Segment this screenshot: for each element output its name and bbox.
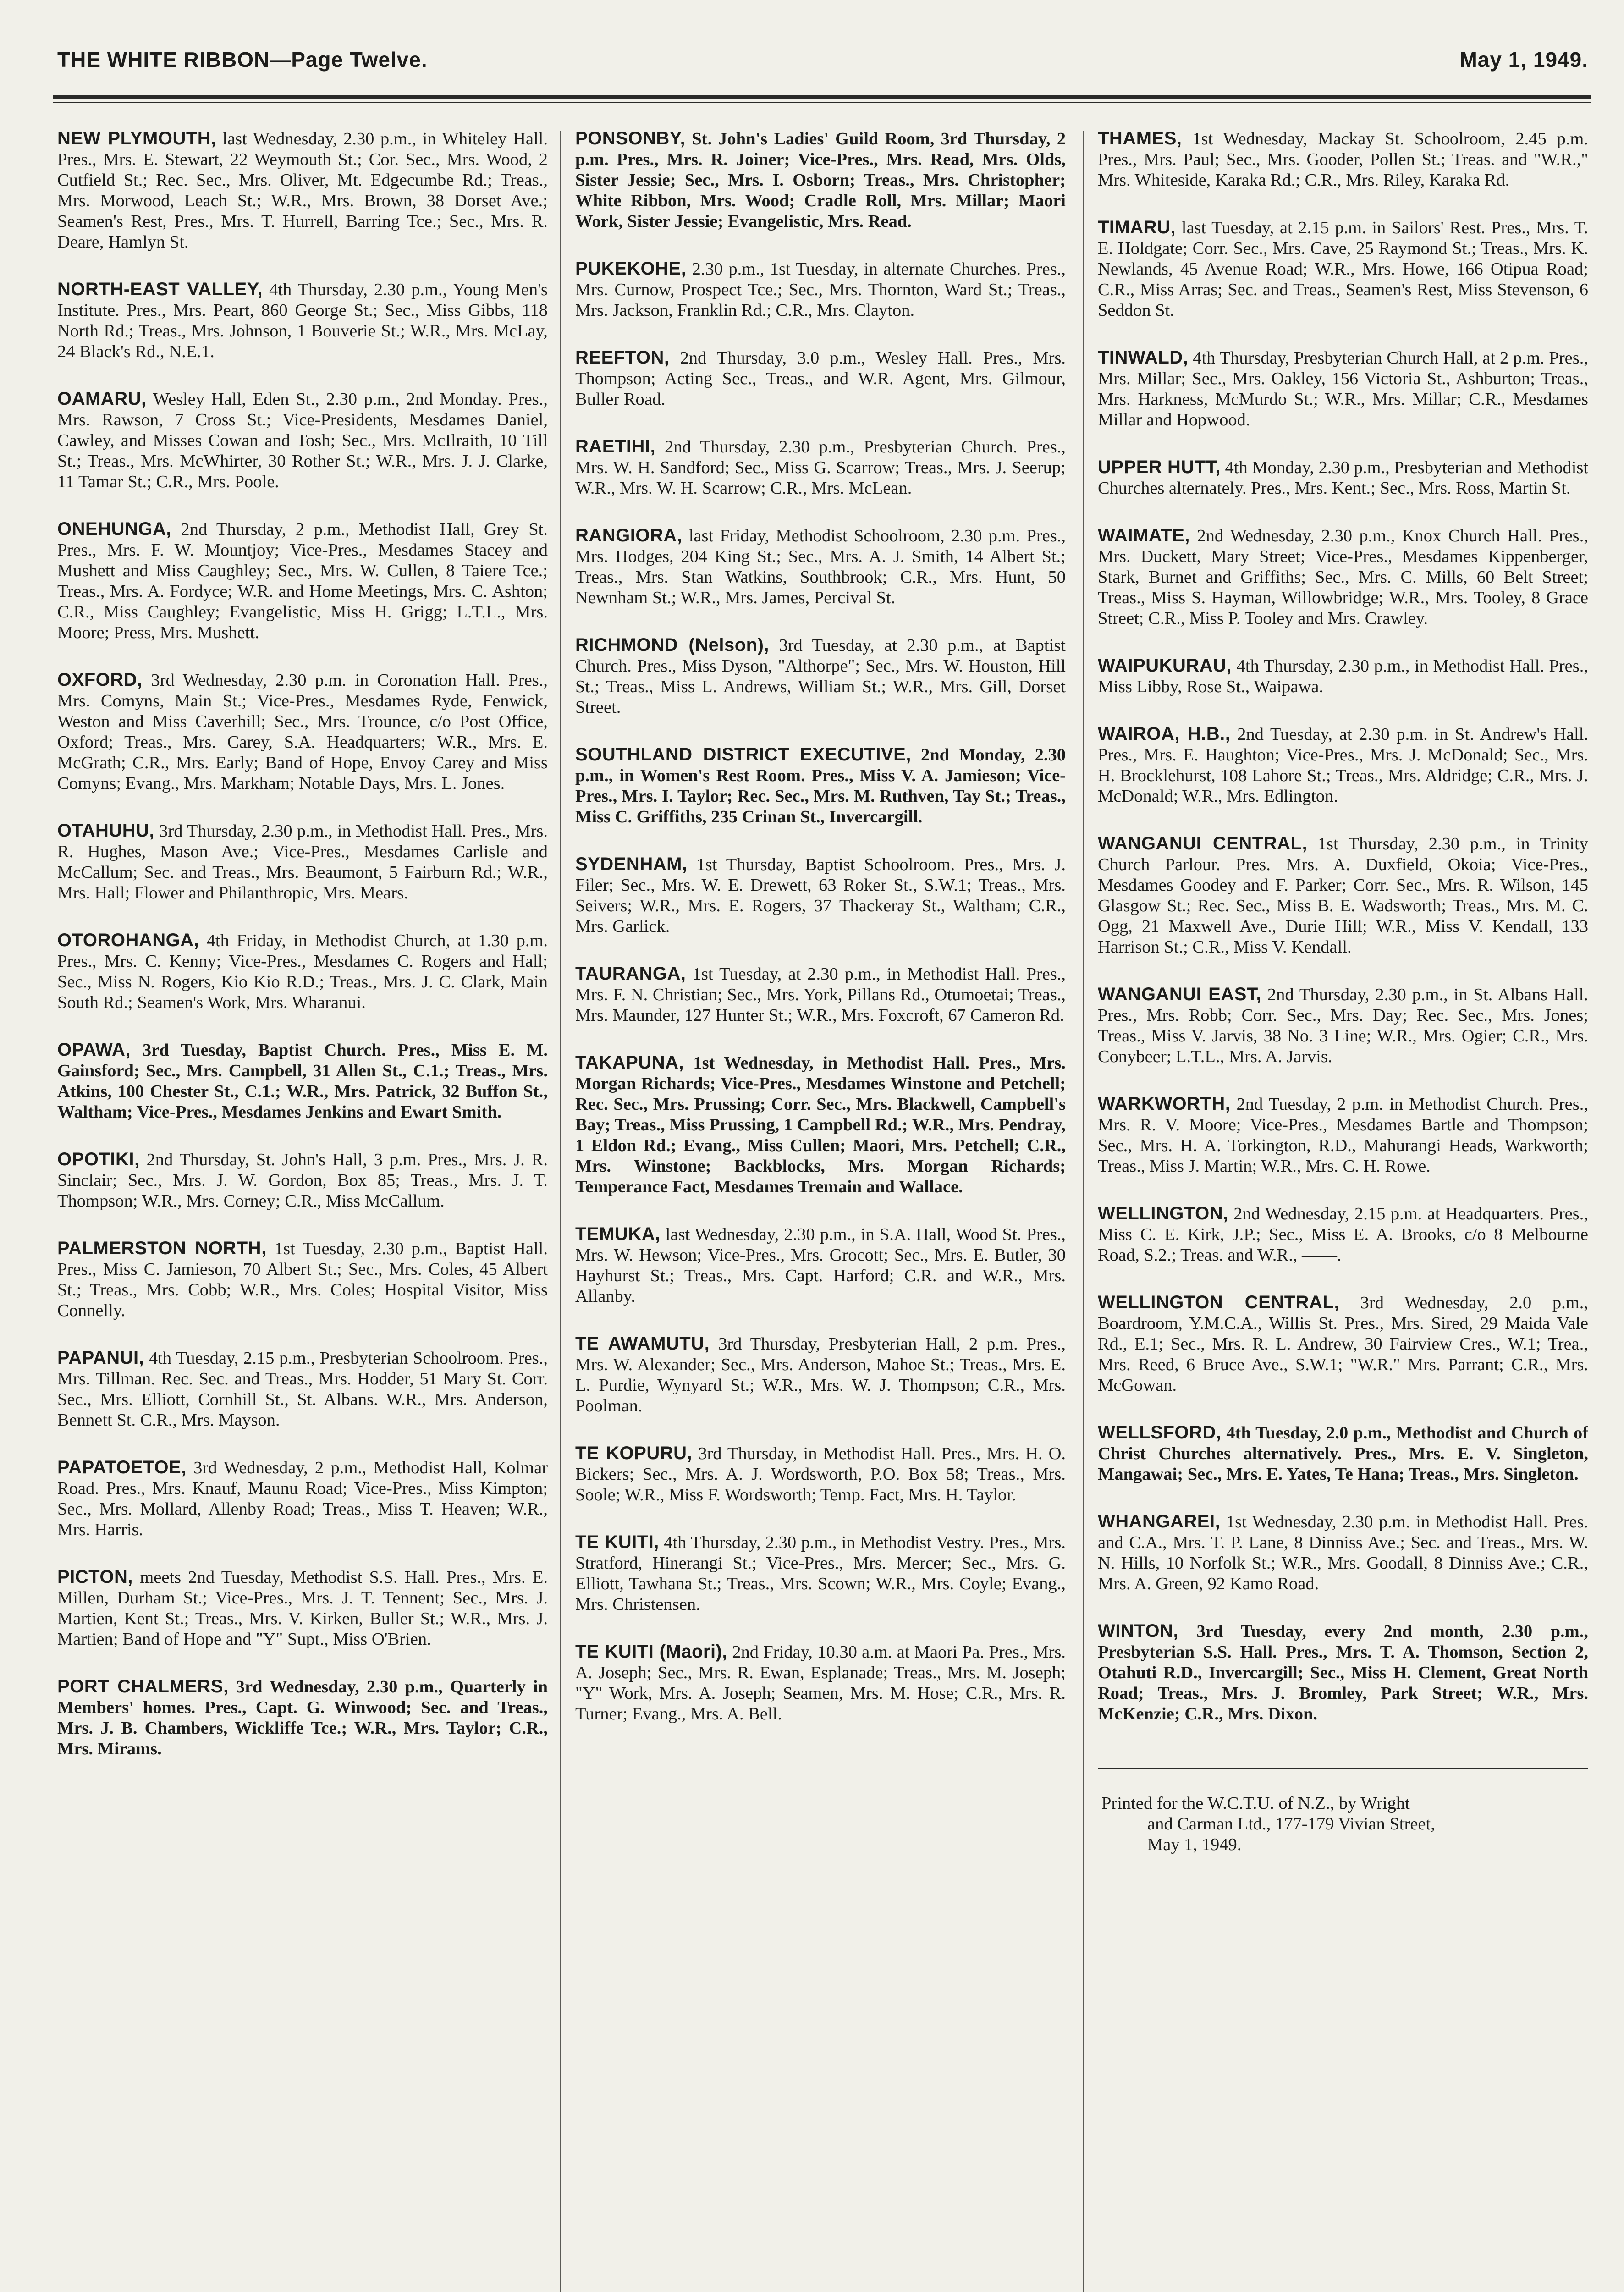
branch-entry <box>1098 1292 1588 1396</box>
branch-entry <box>57 1040 548 1123</box>
branch-details: 3rd Wednesday, 2.30 p.m., Quarterly in Members' homes. Pres., Capt. G. Winwood; Sec. and Treas., Mrs. J. B. Chambers, Wickliffe Tce.; W.R., Mrs. Taylor; C.R., Mrs. Mirams. <box>57 1677 548 1758</box>
column-3 <box>1098 128 1588 2292</box>
branch-name: TE KUITI (Maori), <box>575 1642 728 1662</box>
branch-details: St. John's Ladies' Guild Room, 3rd Thursday, 2 p.m. Pres., Mrs. R. Joiner; Vice-Pres., Mrs. Read, Mrs. Olds, Sister Jessie; Sec., Mrs. I. Osborn; Treas., Mrs. Christopher; White Ribbon, Mrs. Wood; Cradle Roll, Mrs. Millar; Maori Work, Sister Jessie; Evangelistic, Mrs. Read. <box>575 129 1066 231</box>
branch-details: 3rd Tuesday, at 2.30 p.m., at Baptist Church. Pres., Miss Dyson, "Althorpe"; Sec., Mrs. W. Houston, Hill St.; Treas., Miss L. Andrews, William St.; W.R., Mrs. Gill, Dorset Street. <box>575 636 1066 717</box>
branch-details: 2nd Monday, 2.30 p.m., in Women's Rest Room. Pres., Miss V. A. Jamieson; Vice-Pres., Mrs. I. Taylor; Rec. Sec., Mrs. M. Ruthven, Tay St.; Treas., Miss C. Griffiths, 235 Crinan St., Invercargill. <box>575 745 1066 826</box>
branch-name: WELLINGTON, <box>1098 1203 1228 1223</box>
branch-entry <box>1098 656 1588 697</box>
column-divider <box>560 131 561 2292</box>
branch-details: 4th Monday, 2.30 p.m., Presbyterian and Methodist Churches alternately. Pres., Mrs. Kent.; Sec., Mrs. Ross, Martin St. <box>1098 458 1588 498</box>
branch-entry <box>1098 525 1588 629</box>
column-2 <box>575 128 1066 2292</box>
branch-entry <box>57 930 548 1013</box>
branch-name: WAIROA, H.B., <box>1098 724 1231 744</box>
branch-entry <box>575 1642 1066 1725</box>
branch-entry <box>575 1052 1066 1197</box>
branch-name: SOUTHLAND DISTRICT EXECUTIVE, <box>575 744 911 765</box>
branch-name: SYDENHAM, <box>575 854 688 874</box>
branch-name: THAMES, <box>1098 128 1182 149</box>
branch-entry <box>57 1676 548 1759</box>
branch-name: OAMARU, <box>57 389 147 409</box>
branch-entry <box>1098 1203 1588 1266</box>
branch-name: PAPATOETOE, <box>57 1457 187 1477</box>
page-header <box>57 44 1588 76</box>
issue-date: May 1, 1949. <box>1459 48 1588 72</box>
branch-name: WANGANUI CENTRAL, <box>1098 833 1308 854</box>
branch-details: 1st Wednesday, Mackay St. Schoolroom, 2.45 p.m. Pres., Mrs. Paul; Sec., Mrs. Gooder, Pollen St.; Treas. and "W.R.," Mrs. Whiteside, Karaka Rd.; C.R., Mrs. Riley, Karaka Rd. <box>1098 129 1588 190</box>
branch-entry <box>575 436 1066 499</box>
branch-entry <box>575 854 1066 937</box>
branch-entry <box>1098 833 1588 958</box>
branch-details: last Wednesday, 2.30 p.m., in Whiteley Hall. Pres., Mrs. E. Stewart, 22 Weymouth St.; Cor. Sec., Mrs. Wood, 2 Cutfield St.; Rec. Sec., Mrs. Oliver, Mt. Edgecumbe Rd.; Treas., Mrs. Morwood, Leach St.; W.R., Mrs. Brown, 38 Dorset Ave.; Seamen's Rest, Pres., Mrs. T. Hurrell, Barring Tce.; Sec., Mrs. R. Deare, Hamlyn St. <box>57 129 548 252</box>
branch-entry <box>575 1333 1066 1416</box>
branch-entry <box>575 1443 1066 1505</box>
branch-details: 4th Thursday, 2.30 p.m., Young Men's Institute. Pres., Mrs. Peart, 860 George St.; Sec., Miss Gibbs, 118 North Rd.; Treas., Mrs. Johnson, 1 Bouverie St.; W.R., Mrs. McLay, 24 Black's Rd., N.E.1. <box>57 280 548 361</box>
branch-entry <box>57 279 548 362</box>
branch-name: TAURANGA, <box>575 964 686 984</box>
branch-details: 2nd Wednesday, 2.15 p.m. at Headquarters. Pres., Miss C. E. Kirk, J.P.; Sec., Miss E. A. Brooks, c/o 8 Melbourne Road, S.2.; Treas. and W.R., ——. <box>1098 1204 1588 1265</box>
branch-entry <box>57 1238 548 1321</box>
branch-name: TE KOPURU, <box>575 1443 693 1463</box>
branch-entry <box>575 744 1066 827</box>
branch-entry <box>1098 1422 1588 1485</box>
branch-details: 2nd Thursday, St. John's Hall, 3 p.m. Pres., Mrs. J. R. Sinclair; Sec., Mrs. J. W. Gordon, Box 85; Treas., Mrs. J. T. Thompson; W.R., Mrs. Corney; C.R., Miss McCallum. <box>57 1150 548 1211</box>
branch-name: TE KUITI, <box>575 1532 659 1552</box>
branch-details: 2nd Wednesday, 2.30 p.m., Knox Church Hall. Pres., Mrs. Duckett, Mary Street; Vice-Pres., Mesdames Kippenberger, Stark, Burnet and Griffiths; Sec., Mrs. C. Mills, 60 Belt Street; Treas., Miss S. Hayman, Willowbridge; W.R., Mrs. Tooley, 8 Grace Street; C.R., Miss P. Tooley and Mrs. Crawley. <box>1098 526 1588 628</box>
branch-name: TIMARU, <box>1098 217 1176 237</box>
branch-entry <box>575 525 1066 608</box>
branch-details: last Wednesday, 2.30 p.m., in S.A. Hall, Wood St. Pres., Mrs. W. Hewson; Vice-Pres., Mrs. Grocott; Sec., Mrs. E. Butler, 30 Hayhurst St.; Treas., Mrs. Capt. Harford; C.R. and W.R., Mrs. Allanby. <box>575 1225 1066 1306</box>
header-rule <box>53 95 1591 99</box>
branch-details: 3rd Tuesday, Baptist Church. Pres., Miss E. M. Gainsford; Sec., Mrs. Campbell, 31 Allen St., C.1.; Treas., Mrs. Atkins, 100 Chester St., C.1.; W.R., Mrs. Patrick, 32 Buffon St., Waltham; Vice-Pres., Mesdames Jenkins and Ewart Smith. <box>57 1041 548 1122</box>
branch-details: 3rd Wednesday, 2.30 p.m. in Coronation Hall. Pres., Mrs. Comyns, Main St.; Vice-Pres., Mesdames Ryde, Fenwick, Weston and Miss Caverhill; Sec., Mrs. Trounce, c/o Post Office, Oxford; Treas., Mrs. Carey, S.A. Headquarters; W.R., Mrs. E. McGrath; C.R., Mrs. Early; Band of Hope, Envoy Carey and Miss Comyns; Evang., Mrs. Markham; Notable Days, Mrs. L. Jones. <box>57 671 548 793</box>
branch-details: 4th Tuesday, 2.15 p.m., Presbyterian Schoolroom. Pres., Mrs. Tillman. Rec. Sec. and Treas., Mrs. Hodder, 51 Mary St. Corr. Sec., Mrs. Elliott, Cornhill St., St. Albans. W.R., Mrs. Anderson, Bennett St. C.R., Mrs. Mayson. <box>57 1349 548 1430</box>
branch-name: PORT CHALMERS, <box>57 1676 229 1697</box>
branch-name: UPPER HUTT, <box>1098 457 1221 477</box>
branch-details: 1st Thursday, 2.30 p.m., in Trinity Church Parlour. Pres. Mrs. A. Duxfield, Okoia; Vice-Pres., Mesdames Goodey and F. Parker; Corr. Sec., Mrs. R. Wilson, 145 Glasgow St.; Rec. Sec., Miss B. E. Wadsworth; Treas., Mrs. M. C. Ogg, 21 Maxwell Ave., Durie Hill; W.R., Miss V. Kendall, 133 Harrison St.; C.R., Miss V. Kendall. <box>1098 834 1588 957</box>
branch-name: RICHMOND (Nelson), <box>575 635 770 655</box>
branch-name: TAKAPUNA, <box>575 1052 684 1073</box>
printer-imprint <box>1098 1768 1588 1855</box>
branch-details: 1st Tuesday, 2.30 p.m., Baptist Hall. Pres., Miss C. Jamieson, 70 Albert St.; Sec., Mrs. Coles, 45 Albert St.; Treas., Mrs. Cobb; W.R., Mrs. Coles; Hospital Visitor, Miss Connelly. <box>57 1239 548 1320</box>
branch-details: 2nd Tuesday, at 2.30 p.m. in St. Andrew's Hall. Pres., Mrs. E. Haughton; Vice-Pres., Mrs. J. McDonald; Sec., Mrs. H. Brocklehurst, 108 Lahore St.; Treas., Mrs. Aldridge; C.R., Mrs. J. McDonald; W.R., Mrs. Edlington. <box>1098 725 1588 806</box>
branch-name: WELLSFORD, <box>1098 1422 1222 1443</box>
branch-name: NEW PLYMOUTH, <box>57 128 216 149</box>
branch-entry <box>575 635 1066 718</box>
branch-details: 3rd Thursday, in Methodist Hall. Pres., Mrs. H. O. Bickers; Sec., Mrs. A. J. Wordsworth, P.O. Box 58; Treas., Mrs. Soole; W.R., Miss F. Wordsworth; Temp. Fact, Mrs. H. Taylor. <box>575 1444 1066 1504</box>
branch-entry <box>575 259 1066 321</box>
branch-entry <box>57 1457 548 1540</box>
branch-details: Wesley Hall, Eden St., 2.30 p.m., 2nd Monday. Pres., Mrs. Rawson, 7 Cross St.; Vice-Presidents, Mesdames Daniel, Cawley, and Misses Cowan and Tosh; Sec., Mrs. McIlraith, 10 Till St.; Treas., Mrs. McWhirter, 30 Rother St.; W.R., Mrs. J. J. Clarke, 11 Tamar St.; C.R., Mrs. Poole. <box>57 390 548 491</box>
branch-entry <box>57 519 548 643</box>
branch-details: 4th Tuesday, 2.0 p.m., Methodist and Church of Christ Churches alternatively. Pres., Mrs. E. V. Singleton, Mangawai; Sec., Mrs. E. Yates, Te Hana; Treas., Mrs. Singleton. <box>1098 1423 1588 1484</box>
branch-entry <box>1098 1094 1588 1177</box>
branch-details: last Tuesday, at 2.15 p.m. in Sailors' Rest. Pres., Mrs. T. E. Holdgate; Corr. Sec., Mrs. Cave, 25 Raymond St.; Treas., Mrs. K. Newlands, 45 Avenue Road; W.R., Mrs. Howe, 166 Otipua Road; C.R., Miss Arras; Sec. and Treas., Seamen's Rest, Miss Stevenson, 6 Seddon St. <box>1098 218 1588 320</box>
branch-entry <box>575 347 1066 410</box>
branch-name: ONEHUNGA, <box>57 519 171 539</box>
column-1 <box>57 128 548 2292</box>
branch-name: OTOROHANGA, <box>57 930 199 950</box>
branch-details: 1st Tuesday, at 2.30 p.m., in Methodist Hall. Pres., Mrs. F. N. Christian; Sec., Mrs. York, Pillans Rd., Otumoetai; Treas., Mrs. Maunder, 127 Hunter St.; W.R., Mrs. Foxcroft, 67 Cameron Rd. <box>575 964 1066 1025</box>
branch-details: 1st Wednesday, in Methodist Hall. Pres., Mrs. Morgan Richards; Vice-Pres., Mesdames Winstone and Petchell; Rec. Sec., Mrs. Prussing; Corr. Sec., Mrs. Blackwell, Campbell's Bay; Treas., Miss Prussing, 1 Campbell Rd.; W.R., Mrs. Pendray, 1 Eldon Rd.; Evang., Miss Cullen; Maori, Mrs. Petchell; C.R., Mrs. Winstone; Backblocks, Mrs. Morgan Richards; Temperance Fact, Mesdames Tremain and Wallace. <box>575 1053 1066 1196</box>
branch-details: 4th Thursday, Presbyterian Church Hall, at 2 p.m. Pres., Mrs. Millar; Sec., Mrs. Oakley, 156 Victoria St., Ashburton; Treas., Mrs. Harkness, McMurdo St.; W.R., Mrs. Millar; C.R., Mesdames Millar and Hopwood. <box>1098 348 1588 430</box>
branch-details: 1st Thursday, Baptist Schoolroom. Pres., Mrs. J. Filer; Sec., Mrs. W. E. Drewett, 63 Roker St., S.W.1; Treas., Mrs. Seivers; W.R., Mrs. E. Rogers, 37 Thackeray St., Waltham; C.R., Mrs. Garlick. <box>575 855 1066 936</box>
branch-name: TE AWAMUTU, <box>575 1333 710 1354</box>
branch-name: WAIMATE, <box>1098 525 1190 545</box>
imprint-line-2: and Carman Ltd., 177-179 Vivian Street, <box>1147 1814 1435 1834</box>
branch-name: OTAHUHU, <box>57 821 155 841</box>
branch-details: last Friday, Methodist Schoolroom, 2.30 p.m. Pres., Mrs. Hodges, 204 King St.; Sec., Mrs. A. J. Smith, 14 Albert St.; Treas., Mrs. Stan Watkins, Southbrook; C.R., Mrs. Hunt, 50 Newnham St.; W.R., Mrs. James, Percival St. <box>575 526 1066 607</box>
branch-name: WANGANUI EAST, <box>1098 984 1261 1004</box>
masthead: THE WHITE RIBBON—Page Twelve. <box>57 48 428 72</box>
branch-entry <box>57 389 548 492</box>
branch-name: WARKWORTH, <box>1098 1094 1231 1114</box>
branch-entry <box>1098 724 1588 807</box>
branch-name: REEFTON, <box>575 347 670 368</box>
branch-name: RAETIHI, <box>575 436 656 457</box>
branch-details: 2nd Tuesday, 2 p.m. in Methodist Church. Pres., Mrs. R. V. Moore; Vice-Pres., Mesdames Bartle and Thompson; Sec., Mrs. H. A. Torkington, R.D., Mahurangi Heads, Warkworth; Treas., Miss J. Martin; W.R., Mrs. C. H. Rowe. <box>1098 1095 1588 1176</box>
branch-details: 2nd Friday, 10.30 a.m. at Maori Pa. Pres., Mrs. A. Joseph; Sec., Mrs. R. Ewan, Esplanade; Treas., Mrs. M. Joseph; "Y" Work, Mrs. A. Joseph; Seamen, Mrs. M. Hose; C.R., Mrs. R. Turner; Evang., Mrs. A. Bell. <box>575 1642 1066 1724</box>
branch-details: 1st Wednesday, 2.30 p.m. in Methodist Hall. Pres. and C.A., Mrs. T. P. Lane, 8 Dinniss Ave.; Sec. and Treas., Mrs. W. N. Hills, 10 Norfolk St.; W.R., Mrs. Goodall, 8 Dinniss Ave.; C.R., Mrs. A. Green, 92 Kamo Road. <box>1098 1512 1588 1593</box>
branch-entry <box>57 821 548 904</box>
branch-name: PICTON, <box>57 1567 133 1587</box>
branch-details: 4th Friday, in Methodist Church, at 1.30 p.m. Pres., Mrs. C. Kenny; Vice-Pres., Mesdames C. Rogers and Hall; Sec., Miss N. Rogers, Kio Kio R.D.; Treas., Mrs. J. C. Clark, Main South Rd.; Seamen's Work, Mrs. Wharanui. <box>57 931 548 1012</box>
branch-entry <box>1098 984 1588 1067</box>
branch-entry <box>1098 1621 1588 1725</box>
branch-name: TINWALD, <box>1098 347 1189 368</box>
branch-entry <box>575 128 1066 232</box>
branch-details: 4th Thursday, 2.30 p.m., in Methodist Vestry. Pres., Mrs. Stratford, Hinerangi St.; Vice-Pres., Mrs. Mercer; Sec., Mrs. G. Elliott, Tawhana St.; Treas., Mrs. Scown; W.R., Mrs. Coyle; Evang., Mrs. Christensen. <box>575 1533 1066 1614</box>
branch-details: 2.30 p.m., 1st Tuesday, in alternate Churches. Pres., Mrs. Curnow, Prospect Tce.; Sec., Mrs. Thornton, Ward St.; Treas., Mrs. Jackson, Franklin Rd.; C.R., Mrs. Clayton. <box>575 259 1066 320</box>
branch-name: OPOTIKI, <box>57 1149 140 1169</box>
branch-details: 4th Thursday, 2.30 p.m., in Methodist Hall. Pres., Miss Libby, Rose St., Waipawa. <box>1098 656 1588 696</box>
branch-details: 2nd Thursday, 2.30 p.m., Presbyterian Church. Pres., Mrs. W. H. Sandford; Sec., Miss G. Scarrow; Treas., Mrs. J. Seerup; W.R., Mrs. W. H. Scarrow; C.R., Mrs. McLean. <box>575 437 1066 498</box>
branch-name: OXFORD, <box>57 670 143 690</box>
branch-details: 3rd Wednesday, 2 p.m., Methodist Hall, Kolmar Road. Pres., Mrs. Knauf, Maunu Road; Vice-Pres., Miss Kimpton; Sec., Mrs. Mollard, Allenby Road; Treas., Miss T. Heaven; W.R., Mrs. Harris. <box>57 1458 548 1539</box>
branch-name: WINTON, <box>1098 1621 1179 1641</box>
branch-entry <box>575 964 1066 1026</box>
branch-details: 2nd Thursday, 2.30 p.m., in St. Albans Hall. Pres., Mrs. Robb; Corr. Sec., Mrs. Day; Rec. Sec., Mrs. Jones; Treas., Miss V. Jarvis, 38 No. 3 Line; W.R., Mrs. Ogier; C.R., Mrs. Conybeer; L.T.L., Mrs. A. Jarvis. <box>1098 985 1588 1066</box>
branch-entry <box>575 1224 1066 1307</box>
branch-details: 3rd Thursday, Presbyterian Hall, 2 p.m. Pres., Mrs. W. Alexander; Sec., Mrs. Anderson, Mahoe St.; Treas., Mrs. E. L. Purdie, Wynyard St.; W.R., Mrs. W. J. Thompson; C.R., Mrs. Poolman. <box>575 1334 1066 1416</box>
branch-name: PONSONBY, <box>575 128 686 149</box>
imprint-line-1: Printed for the W.C.T.U. of N.Z., by Wright <box>1101 1794 1410 1813</box>
branch-entry <box>1098 1511 1588 1594</box>
branch-entry <box>57 670 548 794</box>
branch-name: OPAWA, <box>57 1040 131 1060</box>
branch-details: 3rd Wednesday, 2.0 p.m., Boardroom, Y.M.C.A., Willis St. Pres., Mrs. Sired, 29 Maida Vale Rd., E.1; Sec., Mrs. R. L. Andrew, 30 Fairview Cres., W.1; Trea., Mrs. Reed, 6 Bruce Ave., S.W.1; "W.R." Mrs. Parrant; C.R., Mrs. McGowan. <box>1098 1293 1588 1395</box>
branch-entry <box>1098 217 1588 321</box>
branch-name: WELLINGTON CENTRAL, <box>1098 1292 1339 1312</box>
branch-name: WAIPUKURAU, <box>1098 656 1232 676</box>
branch-name: RANGIORA, <box>575 525 683 545</box>
branch-name: PAPANUI, <box>57 1348 144 1368</box>
branch-name: WHANGAREI, <box>1098 1511 1221 1532</box>
branch-details: 2nd Thursday, 2 p.m., Methodist Hall, Grey St. Pres., Mrs. F. W. Mountjoy; Vice-Pres., Mesdames Stacey and Mushett and Miss Caughley; Sec., Mrs. W. Cullen, 8 Taiere Tce.; Treas., Mrs. A. Fordyce; W.R. and Home Meetings, Mrs. C. Ashton; C.R., Miss Caughley; Evangelistic, Miss H. Grigg; L.T.L., Mrs. Moore; Press, Mrs. Mushett. <box>57 520 548 642</box>
branch-entry <box>1098 128 1588 191</box>
branch-name: PALMERSTON NORTH, <box>57 1238 267 1258</box>
branch-entry <box>575 1532 1066 1615</box>
column-3-entries <box>1098 128 1588 1725</box>
branch-entry <box>57 128 548 253</box>
branch-entry <box>1098 347 1588 430</box>
branch-name: PUKEKOHE, <box>575 259 687 279</box>
branch-entry <box>57 1149 548 1212</box>
branch-details: meets 2nd Tuesday, Methodist S.S. Hall. Pres., Mrs. E. Millen, Durham St.; Vice-Pres., Mrs. J. T. Tennent; Sec., Mrs. J. Martien, Kent St.; Treas., Mrs. V. Kirken, Buller St.; W.R., Mrs. J. Martien; Band of Hope and "Y" Supt., Miss O'Brien. <box>57 1568 548 1649</box>
branch-details: 2nd Thursday, 3.0 p.m., Wesley Hall. Pres., Mrs. Thompson; Acting Sec., Treas., and W.R. Agent, Mrs. Gilmour, Buller Road. <box>575 348 1066 409</box>
branch-name: TEMUKA, <box>575 1224 661 1244</box>
branch-name: NORTH-EAST VALLEY, <box>57 279 263 299</box>
imprint-line-3: May 1, 1949. <box>1147 1835 1242 1854</box>
branch-details: 3rd Thursday, 2.30 p.m., in Methodist Hall. Pres., Mrs. R. Hughes, Mason Ave.; Vice-Pres., Mesdames Carlisle and McCallum; Sec. and Treas., Mrs. Beaumont, 5 Fairburn Rd.; W.R., Mrs. Hall; Flower and Philanthropic, Mrs. Mears. <box>57 821 548 903</box>
branch-entry <box>57 1567 548 1650</box>
column-divider <box>1083 131 1084 2292</box>
header-rule-thin <box>53 102 1591 103</box>
branch-details: 3rd Tuesday, every 2nd month, 2.30 p.m., Presbyterian S.S. Hall. Pres., Mrs. T. A. Thomson, Section 2, Otahuti R.D., Invercargill; Sec., Miss H. Clement, Great North Road; Treas., Mrs. J. Bromley, Park Street; W.R., Mrs. McKenzie; C.R., Mrs. Dixon. <box>1098 1622 1588 1724</box>
branch-entry <box>57 1348 548 1431</box>
branch-entry <box>1098 457 1588 499</box>
